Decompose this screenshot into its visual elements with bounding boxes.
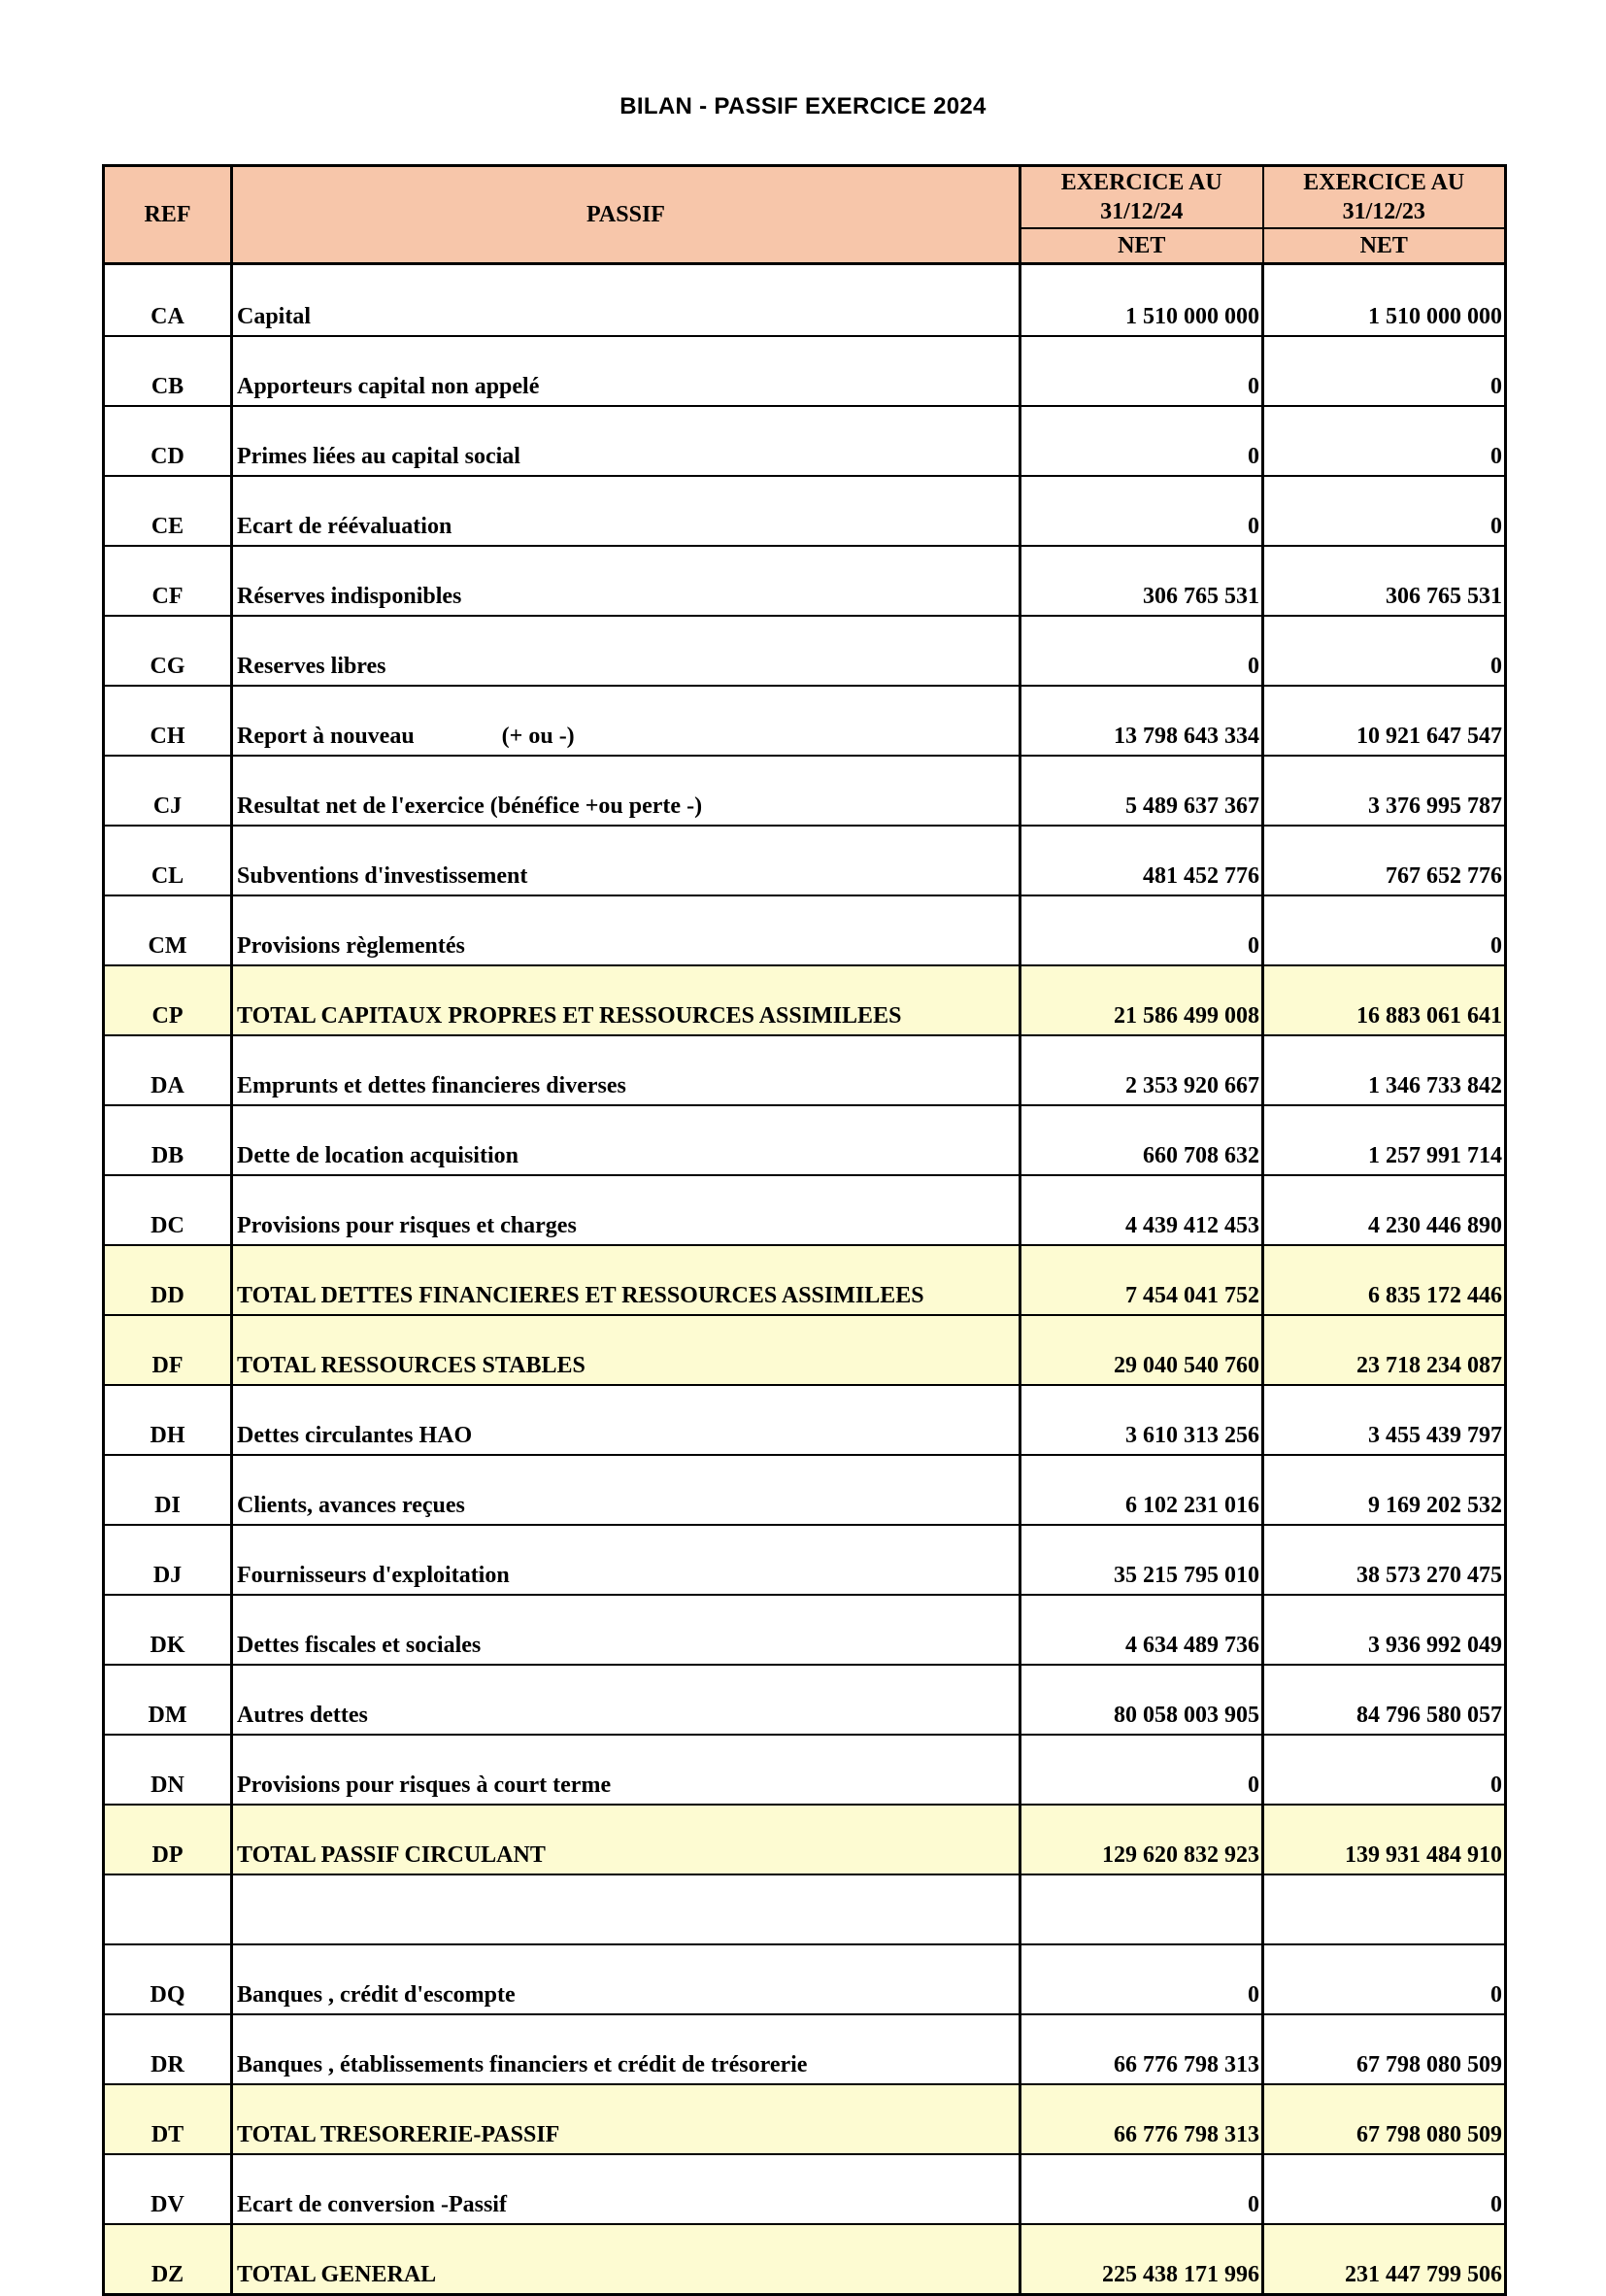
row-net-2024: 13 798 643 334 xyxy=(1020,686,1263,756)
table-row xyxy=(104,264,1506,337)
table-row-total xyxy=(104,2084,1506,2154)
row-net-2024: 660 708 632 xyxy=(1020,1105,1263,1175)
row-net-2023: 231 447 799 506 xyxy=(1263,2224,1506,2295)
table-row xyxy=(104,895,1506,965)
table-row xyxy=(104,2014,1506,2084)
row-label-cell xyxy=(232,1315,1020,1385)
row-ref: DA xyxy=(104,1035,232,1105)
row-net-2023: 67 798 080 509 xyxy=(1263,2084,1506,2154)
row-net-2023: 3 455 439 797 xyxy=(1263,1385,1506,1455)
row-net-2023: 16 883 061 641 xyxy=(1263,965,1506,1035)
table-row xyxy=(104,476,1506,546)
row-net-2023: 0 xyxy=(1263,1735,1506,1805)
row-net-2023: 3 376 995 787 xyxy=(1263,756,1506,826)
row-label-cell xyxy=(232,1595,1020,1665)
row-ref: CL xyxy=(104,826,232,895)
table-row xyxy=(104,1035,1506,1105)
table-row xyxy=(104,1944,1506,2014)
row-net-2024: 0 xyxy=(1020,406,1263,476)
row-label-cell xyxy=(232,1525,1020,1595)
row-net-2023: 4 230 446 890 xyxy=(1263,1175,1506,1245)
row-net-2024: 3 610 313 256 xyxy=(1020,1385,1263,1455)
row-label-cell xyxy=(232,686,1020,756)
row-label: Emprunts et dettes financieres diverses xyxy=(237,1073,626,1098)
row-net-2023: 9 169 202 532 xyxy=(1263,1455,1506,1525)
table-row xyxy=(104,1455,1506,1525)
row-net-2023: 1 510 000 000 xyxy=(1263,264,1506,337)
row-net-2024: 0 xyxy=(1020,1944,1263,2014)
table-row xyxy=(104,616,1506,686)
table-header xyxy=(104,166,1506,264)
row-net-2024: 7 454 041 752 xyxy=(1020,1245,1263,1315)
row-ref: CJ xyxy=(104,756,232,826)
header-exercise-2024: EXERCICE AU 31/12/24 xyxy=(1020,166,1263,229)
row-label-cell xyxy=(232,2154,1020,2224)
row-net-2023: 38 573 270 475 xyxy=(1263,1525,1506,1595)
table-row xyxy=(104,1595,1506,1665)
row-label: Fournisseurs d'exploitation xyxy=(237,1563,510,1588)
row-net-2023: 23 718 234 087 xyxy=(1263,1315,1506,1385)
row-ref: CG xyxy=(104,616,232,686)
row-ref: DZ xyxy=(104,2224,232,2295)
row-net-2023: 84 796 580 057 xyxy=(1263,1665,1506,1735)
row-net-2023: 0 xyxy=(1263,476,1506,546)
row-label: TOTAL CAPITAUX PROPRES ET RESSOURCES ASSIMILEES xyxy=(237,1003,902,1029)
row-label-cell xyxy=(232,1105,1020,1175)
row-net-2023: 6 835 172 446 xyxy=(1263,1245,1506,1315)
row-label-cell xyxy=(232,1175,1020,1245)
table-row xyxy=(104,1385,1506,1455)
row-net-2024: 481 452 776 xyxy=(1020,826,1263,895)
row-net-2024: 35 215 795 010 xyxy=(1020,1525,1263,1595)
table-row xyxy=(104,546,1506,616)
row-label: Provisions pour risques et charges xyxy=(237,1213,577,1238)
row-label: Resultat net de l'exercice (bénéfice +ou perte -) xyxy=(237,793,703,819)
row-label-cell xyxy=(232,1035,1020,1105)
row-label: Clients, avances reçues xyxy=(237,1493,465,1518)
row-label: Apporteurs capital non appelé xyxy=(237,374,540,399)
row-net-2023: 139 931 484 910 xyxy=(1263,1805,1506,1874)
row-ref: CA xyxy=(104,264,232,337)
row-ref: DD xyxy=(104,1245,232,1315)
row-net-2024: 225 438 171 996 xyxy=(1020,2224,1263,2295)
row-net-2024: 0 xyxy=(1020,336,1263,406)
row-net-2024: 0 xyxy=(1020,895,1263,965)
row-label: TOTAL TRESORERIE-PASSIF xyxy=(237,2122,560,2147)
header-net-2023: NET xyxy=(1263,228,1506,264)
row-label: Primes liées au capital social xyxy=(237,444,520,469)
row-label-cell xyxy=(232,1735,1020,1805)
row-label-cell xyxy=(232,1805,1020,1874)
row-net-2024: 2 353 920 667 xyxy=(1020,1035,1263,1105)
row-label: Dettes circulantes HAO xyxy=(237,1423,473,1448)
row-net-2024: 0 xyxy=(1020,476,1263,546)
row-net-2023: 0 xyxy=(1263,2154,1506,2224)
table-body xyxy=(104,264,1506,2295)
row-label: TOTAL DETTES FINANCIERES ET RESSOURCES ASSIMILEES xyxy=(237,1283,924,1308)
row-ref: DJ xyxy=(104,1525,232,1595)
row-label: Banques , établissements financiers et crédit de trésorerie xyxy=(237,2052,808,2077)
row-label: TOTAL GENERAL xyxy=(237,2262,437,2287)
row-label-cell xyxy=(232,264,1020,337)
row-ref: DT xyxy=(104,2084,232,2154)
table-row xyxy=(104,1105,1506,1175)
row-net-2023: 1 346 733 842 xyxy=(1263,1035,1506,1105)
row-label-cell xyxy=(232,1385,1020,1455)
row-label: Subventions d'investissement xyxy=(237,863,528,889)
row-net-2024: 129 620 832 923 xyxy=(1020,1805,1263,1874)
row-label: Dettes fiscales et sociales xyxy=(237,1633,482,1658)
row-ref: CE xyxy=(104,476,232,546)
table-row-total xyxy=(104,1805,1506,1874)
row-label-cell xyxy=(232,336,1020,406)
header-net-2024: NET xyxy=(1020,228,1263,264)
row-label: Reserves libres xyxy=(237,654,386,679)
row-label-cell xyxy=(232,1874,1020,1944)
row-ref: CM xyxy=(104,895,232,965)
row-label-cell xyxy=(232,546,1020,616)
row-net-2023: 306 765 531 xyxy=(1263,546,1506,616)
row-net-2023: 767 652 776 xyxy=(1263,826,1506,895)
row-label: TOTAL RESSOURCES STABLES xyxy=(237,1353,586,1378)
table-row xyxy=(104,756,1506,826)
table-row xyxy=(104,686,1506,756)
row-ref: DV xyxy=(104,2154,232,2224)
row-net-2023: 10 921 647 547 xyxy=(1263,686,1506,756)
row-ref: CP xyxy=(104,965,232,1035)
row-net-2024: 4 439 412 453 xyxy=(1020,1175,1263,1245)
row-label-cell xyxy=(232,756,1020,826)
table-row xyxy=(104,1735,1506,1805)
row-net-2024: 21 586 499 008 xyxy=(1020,965,1263,1035)
row-net-2024: 80 058 003 905 xyxy=(1020,1665,1263,1735)
row-label: Provisions pour risques à court terme xyxy=(237,1773,612,1798)
row-label-cell xyxy=(232,476,1020,546)
table-row xyxy=(104,2154,1506,2224)
row-ref: CF xyxy=(104,546,232,616)
row-ref xyxy=(104,1874,232,1944)
table-row xyxy=(104,826,1506,895)
row-ref: CD xyxy=(104,406,232,476)
row-label-cell xyxy=(232,965,1020,1035)
row-net-2023: 0 xyxy=(1263,895,1506,965)
row-net-2024: 306 765 531 xyxy=(1020,546,1263,616)
row-label-cell xyxy=(232,616,1020,686)
row-label-cell xyxy=(232,1455,1020,1525)
row-net-2024: 0 xyxy=(1020,2154,1263,2224)
row-ref: DB xyxy=(104,1105,232,1175)
table-row xyxy=(104,1665,1506,1735)
row-ref: DK xyxy=(104,1595,232,1665)
row-net-2023: 1 257 991 714 xyxy=(1263,1105,1506,1175)
row-label: TOTAL PASSIF CIRCULANT xyxy=(237,1842,546,1868)
row-ref: DN xyxy=(104,1735,232,1805)
row-ref: DQ xyxy=(104,1944,232,2014)
row-ref: DH xyxy=(104,1385,232,1455)
row-label: Banques , crédit d'escompte xyxy=(237,1982,516,2008)
row-label-cell xyxy=(232,2084,1020,2154)
row-label: Provisions règlementés xyxy=(237,933,465,959)
row-net-2023: 0 xyxy=(1263,406,1506,476)
row-label-cell xyxy=(232,2224,1020,2295)
page-title: BILAN - PASSIF EXERCICE 2024 xyxy=(619,93,987,119)
row-label: Report à nouveau xyxy=(237,724,415,749)
header-passif: PASSIF xyxy=(232,166,1020,264)
row-net-2024: 0 xyxy=(1020,616,1263,686)
row-label-cell xyxy=(232,2014,1020,2084)
header-ref: REF xyxy=(104,166,232,264)
row-label: Ecart de réévaluation xyxy=(237,514,452,539)
table-row-total xyxy=(104,2224,1506,2295)
row-net-2024: 6 102 231 016 xyxy=(1020,1455,1263,1525)
table-row-total xyxy=(104,1315,1506,1385)
row-label-cell xyxy=(232,895,1020,965)
row-label: Dette de location acquisition xyxy=(237,1143,519,1168)
row-net-2023: 0 xyxy=(1263,616,1506,686)
table-row-total xyxy=(104,965,1506,1035)
row-ref: DC xyxy=(104,1175,232,1245)
row-net-2024: 66 776 798 313 xyxy=(1020,2084,1263,2154)
row-net-2023: 0 xyxy=(1263,1944,1506,2014)
row-net-2024: 1 510 000 000 xyxy=(1020,264,1263,337)
row-net-2024: 0 xyxy=(1020,1735,1263,1805)
row-ref: DM xyxy=(104,1665,232,1735)
row-label-cell xyxy=(232,826,1020,895)
row-label-cell xyxy=(232,406,1020,476)
row-ref: DI xyxy=(104,1455,232,1525)
row-label-cell xyxy=(232,1245,1020,1315)
row-ref: DP xyxy=(104,1805,232,1874)
row-net-2024: 29 040 540 760 xyxy=(1020,1315,1263,1385)
row-ref: CB xyxy=(104,336,232,406)
row-ref: DF xyxy=(104,1315,232,1385)
row-net-2024: 66 776 798 313 xyxy=(1020,2014,1263,2084)
table-row-blank xyxy=(104,1874,1506,1944)
balance-sheet-table xyxy=(102,164,1507,2296)
row-label-cell xyxy=(232,1944,1020,2014)
table-row xyxy=(104,1525,1506,1595)
row-label-cell xyxy=(232,1665,1020,1735)
table-row xyxy=(104,406,1506,476)
row-label: Ecart de conversion -Passif xyxy=(237,2192,507,2217)
row-label: Capital xyxy=(237,304,312,329)
row-label: Autres dettes xyxy=(237,1703,368,1728)
table-row-total xyxy=(104,1245,1506,1315)
row-label-note: (+ ou -) xyxy=(501,724,575,749)
row-net-2023: 3 936 992 049 xyxy=(1263,1595,1506,1665)
row-net-2024: 4 634 489 736 xyxy=(1020,1595,1263,1665)
table-row xyxy=(104,336,1506,406)
table-row xyxy=(104,1175,1506,1245)
header-exercise-2023: EXERCICE AU 31/12/23 xyxy=(1263,166,1506,229)
row-net-2024 xyxy=(1020,1874,1263,1944)
row-net-2024: 5 489 637 367 xyxy=(1020,756,1263,826)
row-ref: CH xyxy=(104,686,232,756)
row-net-2023: 67 798 080 509 xyxy=(1263,2014,1506,2084)
row-net-2023 xyxy=(1263,1874,1506,1944)
row-label: Réserves indisponibles xyxy=(237,584,462,609)
row-net-2023: 0 xyxy=(1263,336,1506,406)
row-ref: DR xyxy=(104,2014,232,2084)
